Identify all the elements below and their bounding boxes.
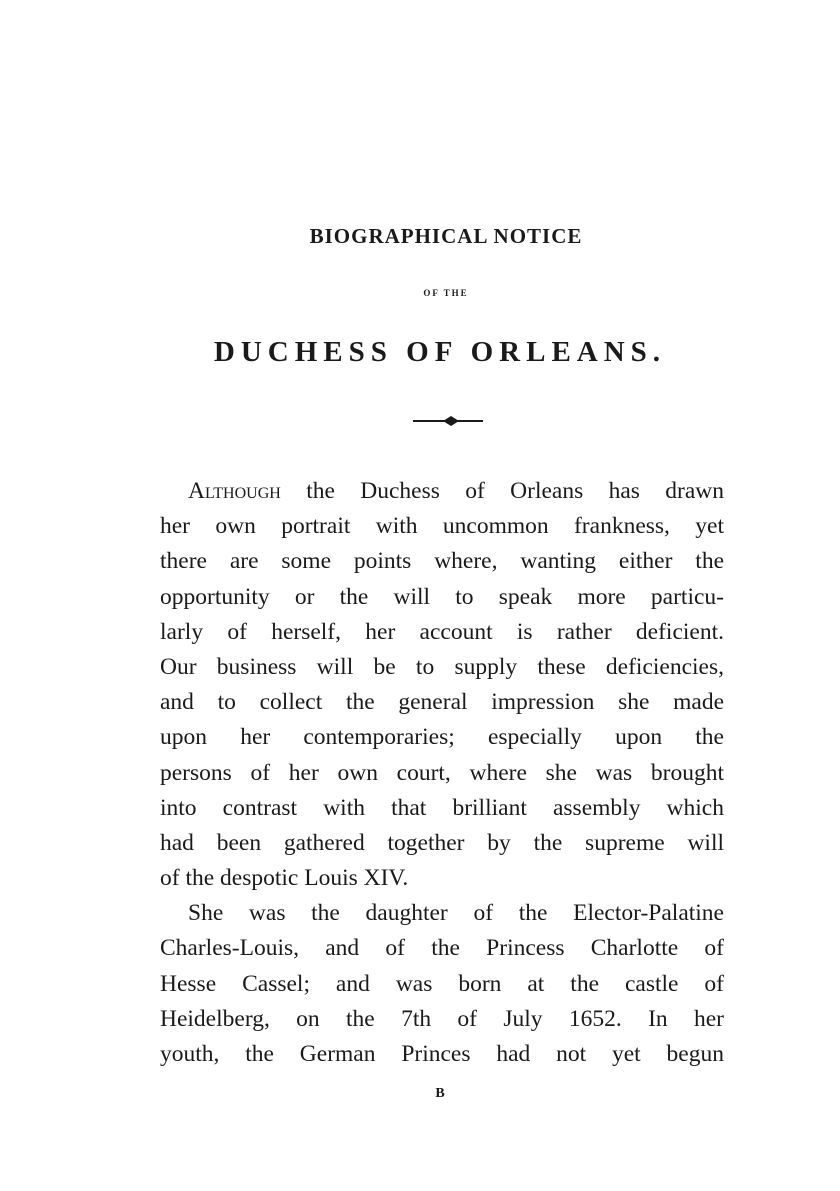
text-line: Our business will be to supply these deficiencies, <box>160 653 724 680</box>
text-line <box>160 474 724 509</box>
heading-subject: DUCHESS OF ORLEANS. <box>213 336 667 368</box>
text-line: her own portrait with uncommon frankness, yet <box>160 513 724 540</box>
text-line: persons of her own court, where she was brought <box>160 759 724 786</box>
dash-diamond-ornament-icon <box>413 413 483 429</box>
text-line: there are some points where, wanting either the <box>160 548 724 575</box>
text-line: opportunity or the will to speak more particu- <box>160 583 724 610</box>
text-line: and to collect the general impression she made <box>160 689 724 716</box>
text-line: larly of herself, her account is rather deficient. <box>160 618 724 645</box>
body-text <box>160 474 724 1072</box>
text-line: Hesse Cassel; and was born at the castle of <box>160 970 724 997</box>
text-line: had been gathered together by the supreme will <box>160 829 724 856</box>
text-line: Charles-Louis, and of the Princess Charlotte of <box>160 935 724 962</box>
heading-title: BIOGRAPHICAL NOTICE <box>309 224 583 248</box>
signature-mark: B <box>435 1086 445 1101</box>
text-line-content: the Duchess of Orleans has drawn <box>306 478 725 504</box>
text-line: into contrast with that brilliant assembly which <box>160 794 724 821</box>
text-line: upon her contemporaries; especially upon the <box>160 724 724 751</box>
text-line: of the despotic Louis XIV. <box>160 865 409 892</box>
text-line: She was the daughter of the Elector-Palatine <box>188 900 724 927</box>
drop-word: Although <box>188 478 281 504</box>
heading-connector: OF THE <box>423 288 469 298</box>
text-line: Heidelberg, on the 7th of July 1652. In her <box>160 1005 724 1032</box>
text-line: youth, the German Princes had not yet begun <box>160 1041 724 1067</box>
